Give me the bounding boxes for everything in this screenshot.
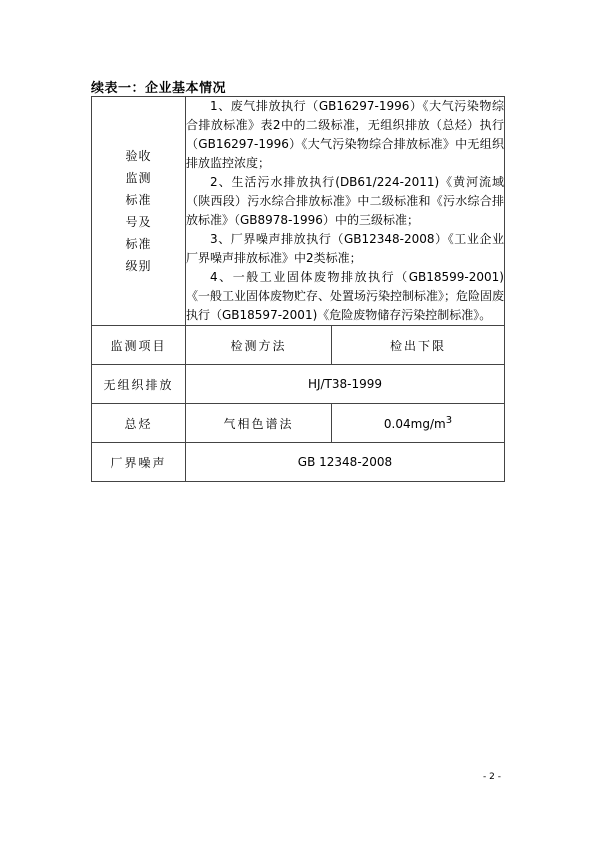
row-method-combined: GB 12348-2008	[186, 443, 505, 482]
limit-value: 0.04mg/m	[383, 417, 446, 431]
standards-table	[91, 96, 505, 482]
row-item: 厂界噪声	[92, 443, 186, 482]
row-item: 无组织排放	[92, 365, 186, 404]
standards-label-line: 号及	[125, 215, 152, 229]
header-monitoring-item: 监测项目	[92, 326, 186, 365]
header-method: 检测方法	[186, 326, 332, 365]
header-row	[92, 326, 505, 365]
limit-superscript: 3	[445, 415, 453, 426]
standard-item: 3、厂界噪声排放执行（GB12348-2008）《工业企业厂界噪声排放标准》中2类标准；	[186, 232, 504, 265]
standard-item: 4、一般工业固体废物排放执行（GB18599-2001)《一般工业固体废物贮存、处置场污染控制标准》；危险固废执行（GB18597-2001)《危险废物储存污染控制标准》。	[186, 270, 505, 322]
page-number: - 2 -	[483, 772, 501, 782]
standards-text-cell	[186, 97, 505, 326]
row-method: 气相色谱法	[186, 404, 332, 443]
row-item: 总烃	[92, 404, 186, 443]
standards-label-cell	[92, 97, 186, 326]
header-detection-limit: 检出下限	[332, 326, 505, 365]
table-row	[92, 443, 505, 482]
standard-item: 1、废气排放执行（GB16297-1996）《大气污染物综合排放标准》表2中的二级标准，无组织排放（总烃）执行（GB16297-1996）《大气污染物综合排放标准》中无组织排放监控浓度；	[186, 99, 504, 170]
row-method-combined: HJ/T38-1999	[186, 365, 505, 404]
table-row	[92, 404, 505, 443]
page-title: 续表一：企业基本情况	[91, 81, 227, 96]
standards-row	[92, 97, 505, 326]
standard-item: 2、生活污水排放执行(DB61/224-2011)《黄河流域（陕西段）污水综合排放标准》中二级标准和《污水综合排放标准》（GB8978-1996）中的三级标准；	[186, 175, 504, 227]
standards-label-line: 标准	[125, 193, 152, 207]
standards-label-line: 标准	[125, 237, 152, 251]
standards-label-line: 验收	[125, 149, 152, 163]
standards-label-line: 级别	[125, 259, 152, 273]
row-limit	[332, 404, 505, 443]
table-row	[92, 365, 505, 404]
standards-label-line: 监测	[125, 171, 152, 185]
